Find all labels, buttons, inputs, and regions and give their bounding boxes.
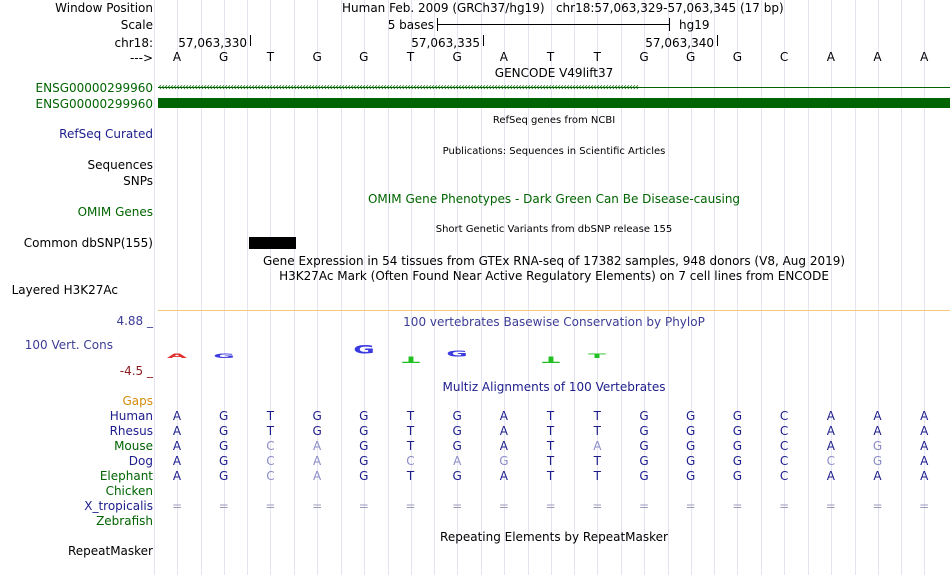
- gene-feature-line[interactable]: [158, 82, 950, 94]
- scale-bar-right-end: [669, 18, 670, 31]
- reference-base: A: [920, 50, 929, 64]
- label-repeatmasker[interactable]: RepeatMasker: [67, 544, 153, 558]
- species-label-rhesus[interactable]: Rhesus: [109, 424, 153, 438]
- coordinate-label: 57,063,330: [178, 36, 247, 50]
- label-snps[interactable]: SNPs: [123, 174, 153, 188]
- gencode-title: GENCODE V49lift37: [494, 66, 614, 80]
- label-scale: Scale: [120, 18, 153, 32]
- h3k27ac-title: H3K27Ac Mark (Often Found Near Active Regulatory Elements) on 7 cell lines from ENCODE: [279, 269, 829, 283]
- svg-text:T: T: [588, 351, 606, 360]
- phylop-letter: [673, 350, 709, 352]
- repeatmasker-title: Repeating Elements by RepeatMasker: [440, 530, 668, 544]
- alignment-base: G: [219, 469, 229, 483]
- alignment-base: =: [919, 499, 930, 513]
- label-cons-min: -4.5 _: [119, 364, 153, 378]
- alignment-base: A: [873, 469, 882, 483]
- label-cons-max: 4.88 _: [116, 314, 153, 328]
- label-refseq[interactable]: RefSeq Curated: [59, 127, 153, 141]
- alignment-base: A: [499, 439, 508, 453]
- alignment-base: A: [499, 424, 508, 438]
- svg-text:G: G: [446, 349, 468, 359]
- reference-base: T: [593, 50, 601, 64]
- alignment-base: =: [265, 499, 276, 513]
- alignment-base: A: [826, 439, 835, 453]
- reference-base: A: [873, 50, 882, 64]
- alignment-base: T: [266, 424, 275, 438]
- alignment-base: G: [452, 469, 462, 483]
- phylop-letter: [299, 350, 335, 352]
- svg-text:T: T: [542, 354, 560, 365]
- position-text: Human Feb. 2009 (GRCh37/hg19) chr18:57,063,329-57,063,345 (17 bp): [342, 1, 784, 15]
- alignment-base: A: [920, 454, 929, 468]
- alignment-base: G: [499, 454, 509, 468]
- alignment-base: G: [219, 454, 229, 468]
- phylop-letter: [813, 350, 849, 352]
- alignment-base: G: [686, 409, 696, 423]
- alignment-base: G: [686, 439, 696, 453]
- alignment-base: =: [358, 499, 369, 513]
- alignment-base: A: [873, 424, 882, 438]
- phylop-letter: [346, 342, 382, 357]
- multiz-title: Multiz Alignments of 100 Vertebrates: [442, 380, 666, 394]
- alignment-base: G: [639, 439, 649, 453]
- label-sequences[interactable]: Sequences: [87, 158, 153, 172]
- alignment-base: G: [732, 439, 743, 453]
- reference-base: G: [359, 50, 369, 64]
- label-window-position: Window Position: [55, 1, 153, 15]
- omim-title: OMIM Gene Phenotypes - Dark Green Can Be Disease-causing: [367, 192, 741, 206]
- alignment-base: A: [453, 454, 462, 468]
- reference-base: G: [686, 50, 696, 64]
- coordinate-tick: [717, 35, 718, 46]
- alignment-base: A: [172, 439, 182, 453]
- alignment-base: C: [779, 454, 789, 468]
- alignment-base: A: [172, 409, 182, 423]
- alignment-base: T: [593, 409, 601, 423]
- alignment-base: =: [218, 499, 229, 513]
- phylop-letter: [626, 350, 662, 352]
- alignment-base: T: [593, 424, 601, 438]
- phylop-letter: [719, 350, 755, 352]
- alignment-base: G: [219, 439, 229, 453]
- alignment-base: G: [686, 424, 696, 438]
- alignment-base: C: [779, 424, 789, 438]
- svg-text:A: A: [166, 351, 188, 360]
- label-dbsnp[interactable]: Common dbSNP(155): [23, 236, 153, 250]
- reference-base: G: [219, 50, 229, 64]
- alignment-base: C: [779, 469, 789, 483]
- alignment-base: G: [359, 439, 369, 453]
- phylop-letter: [906, 350, 942, 352]
- alignment-base: A: [172, 454, 182, 468]
- dbsnp-variant-block[interactable]: [249, 237, 296, 249]
- alignment-base: =: [779, 499, 790, 513]
- alignment-base: A: [826, 409, 835, 423]
- species-label-zebrafish[interactable]: Zebrafish: [96, 514, 153, 528]
- alignment-base: =: [171, 499, 183, 513]
- alignment-base: =: [685, 499, 696, 513]
- phylop-letter: [486, 350, 522, 352]
- alignment-base: A: [920, 409, 929, 423]
- phylop-letter: [766, 350, 802, 352]
- alignment-base: C: [406, 454, 415, 468]
- scale-text: 5 bases: [387, 18, 434, 32]
- alignment-base: G: [359, 454, 369, 468]
- alignment-base: A: [312, 469, 322, 483]
- species-label-elephant[interactable]: Elephant: [99, 469, 153, 483]
- scale-bar: [437, 24, 670, 25]
- alignment-base: A: [499, 409, 508, 423]
- alignment-base: T: [266, 409, 275, 423]
- coordinate-label: 57,063,335: [411, 36, 480, 50]
- alignment-base: T: [546, 469, 555, 483]
- alignment-base: T: [546, 409, 555, 423]
- reference-base: A: [826, 50, 835, 64]
- alignment-base: C: [266, 439, 275, 453]
- alignment-base: C: [779, 439, 789, 453]
- publications-title: Publications: Sequences in Scientific Articles: [442, 146, 666, 157]
- alignment-base: =: [592, 499, 603, 513]
- alignment-base: =: [825, 499, 836, 513]
- alignment-base: T: [546, 439, 555, 453]
- species-label-chicken[interactable]: Chicken: [105, 484, 153, 498]
- alignment-base: A: [873, 409, 882, 423]
- phylop-letter: [206, 347, 242, 360]
- alignment-base: T: [546, 424, 555, 438]
- alignment-base: G: [452, 424, 462, 438]
- alignment-base: =: [732, 499, 743, 513]
- alignment-base: G: [359, 469, 369, 483]
- label-gene-1[interactable]: ENSG00000299960: [35, 81, 153, 95]
- alignment-base: G: [872, 439, 883, 453]
- alignment-base: C: [779, 409, 789, 423]
- species-label-mouse[interactable]: Mouse: [114, 439, 153, 453]
- alignment-base: G: [732, 454, 743, 468]
- scale-bar-left-end: [437, 18, 438, 31]
- alignment-base: G: [639, 424, 649, 438]
- svg-text:G: G: [213, 351, 235, 360]
- alignment-base: G: [686, 469, 696, 483]
- gtex-title: Gene Expression in 54 tissues from GTEx RNA-seq of 17382 samples, 948 donors (V8, Aug 2019): [262, 254, 846, 268]
- alignment-base: T: [593, 454, 601, 468]
- reference-base: G: [452, 50, 462, 64]
- reference-base: T: [406, 50, 415, 64]
- alignment-base: =: [312, 499, 323, 513]
- phylop-letter: [159, 347, 195, 360]
- reference-base: G: [639, 50, 649, 64]
- alignment-base: A: [920, 424, 929, 438]
- reference-base: T: [266, 50, 275, 64]
- reference-base: G: [312, 50, 322, 64]
- reference-base: T: [546, 50, 555, 64]
- alignment-base: T: [546, 454, 555, 468]
- alignment-base: G: [359, 424, 369, 438]
- alignment-base: G: [452, 409, 462, 423]
- alignment-base: T: [406, 439, 415, 453]
- reference-base: G: [732, 50, 743, 64]
- phylop-letter: [439, 346, 475, 359]
- alignment-base: G: [312, 409, 322, 423]
- svg-text:T: T: [402, 354, 420, 365]
- alignment-base: A: [172, 469, 182, 483]
- alignment-base: =: [405, 499, 416, 513]
- alignment-base: T: [406, 469, 415, 483]
- alignment-base: G: [639, 469, 649, 483]
- label-conservation[interactable]: 100 Vert. Cons: [24, 338, 113, 352]
- refseq-title: RefSeq genes from NCBI: [492, 115, 616, 126]
- phylop-letter: [393, 352, 429, 365]
- alignment-base: G: [219, 424, 229, 438]
- alignment-base: =: [638, 499, 650, 513]
- alignment-base: G: [732, 409, 743, 423]
- assembly-text: hg19: [679, 18, 710, 32]
- base-grid-line: [154, 0, 155, 575]
- alignment-base: C: [826, 454, 835, 468]
- phylop-letter: [579, 347, 615, 360]
- dbsnp-title: Short Genetic Variants from dbSNP release 155: [435, 224, 673, 235]
- coordinate-tick: [483, 35, 484, 46]
- reference-base: C: [779, 50, 789, 64]
- alignment-base: =: [498, 499, 509, 513]
- h3k27ac-baseline: [158, 310, 950, 311]
- species-label-human[interactable]: Human: [109, 409, 153, 423]
- phylop-letter: [252, 350, 288, 352]
- alignment-base: G: [359, 409, 369, 423]
- alignment-base: C: [266, 469, 275, 483]
- alignment-base: A: [826, 469, 835, 483]
- alignment-base: C: [266, 454, 275, 468]
- label-gene-2[interactable]: ENSG00000299960: [35, 97, 153, 111]
- alignment-base: =: [452, 499, 463, 513]
- label-h3k27ac[interactable]: Layered H3K27Ac: [11, 283, 118, 297]
- alignment-base: G: [312, 424, 322, 438]
- coordinate-label: 57,063,340: [645, 36, 714, 50]
- phylop-letter: [533, 352, 569, 365]
- svg-text:G: G: [353, 342, 375, 357]
- label-chromosome: chr18:: [114, 36, 153, 50]
- alignment-base: A: [593, 439, 602, 453]
- alignment-base: A: [312, 439, 322, 453]
- alignment-base: T: [406, 424, 415, 438]
- reference-base: A: [499, 50, 508, 64]
- alignment-base: G: [452, 439, 462, 453]
- alignment-base: G: [639, 454, 649, 468]
- reference-base: A: [172, 50, 182, 64]
- alignment-base: G: [732, 469, 743, 483]
- species-label-dog[interactable]: Dog: [128, 454, 153, 468]
- label-omim[interactable]: OMIM Genes: [77, 205, 153, 219]
- alignment-base: A: [499, 469, 508, 483]
- phylop-title: 100 vertebrates Basewise Conservation by PhyloP: [403, 315, 705, 329]
- alignment-base: =: [545, 499, 556, 513]
- alignment-base: T: [593, 469, 601, 483]
- alignment-base: T: [406, 409, 415, 423]
- phylop-letter: [860, 350, 896, 352]
- alignment-base: G: [872, 454, 883, 468]
- alignment-base: G: [686, 454, 696, 468]
- gene-line: [158, 87, 950, 88]
- alignment-base: A: [920, 469, 929, 483]
- alignment-base: =: [872, 499, 883, 513]
- alignment-base: A: [826, 424, 835, 438]
- alignment-base: G: [219, 409, 229, 423]
- alignment-base: A: [312, 454, 322, 468]
- alignment-base: G: [732, 424, 743, 438]
- label-gaps: Gaps: [122, 394, 153, 408]
- label-strand-arrow: --->: [129, 51, 153, 65]
- alignment-base: G: [639, 409, 649, 423]
- alignment-base: A: [172, 424, 182, 438]
- alignment-base: A: [920, 439, 929, 453]
- coordinate-tick: [250, 35, 251, 46]
- species-label-x-tropicalis[interactable]: X_tropicalis: [84, 499, 153, 513]
- gene-feature-block[interactable]: [158, 98, 950, 108]
